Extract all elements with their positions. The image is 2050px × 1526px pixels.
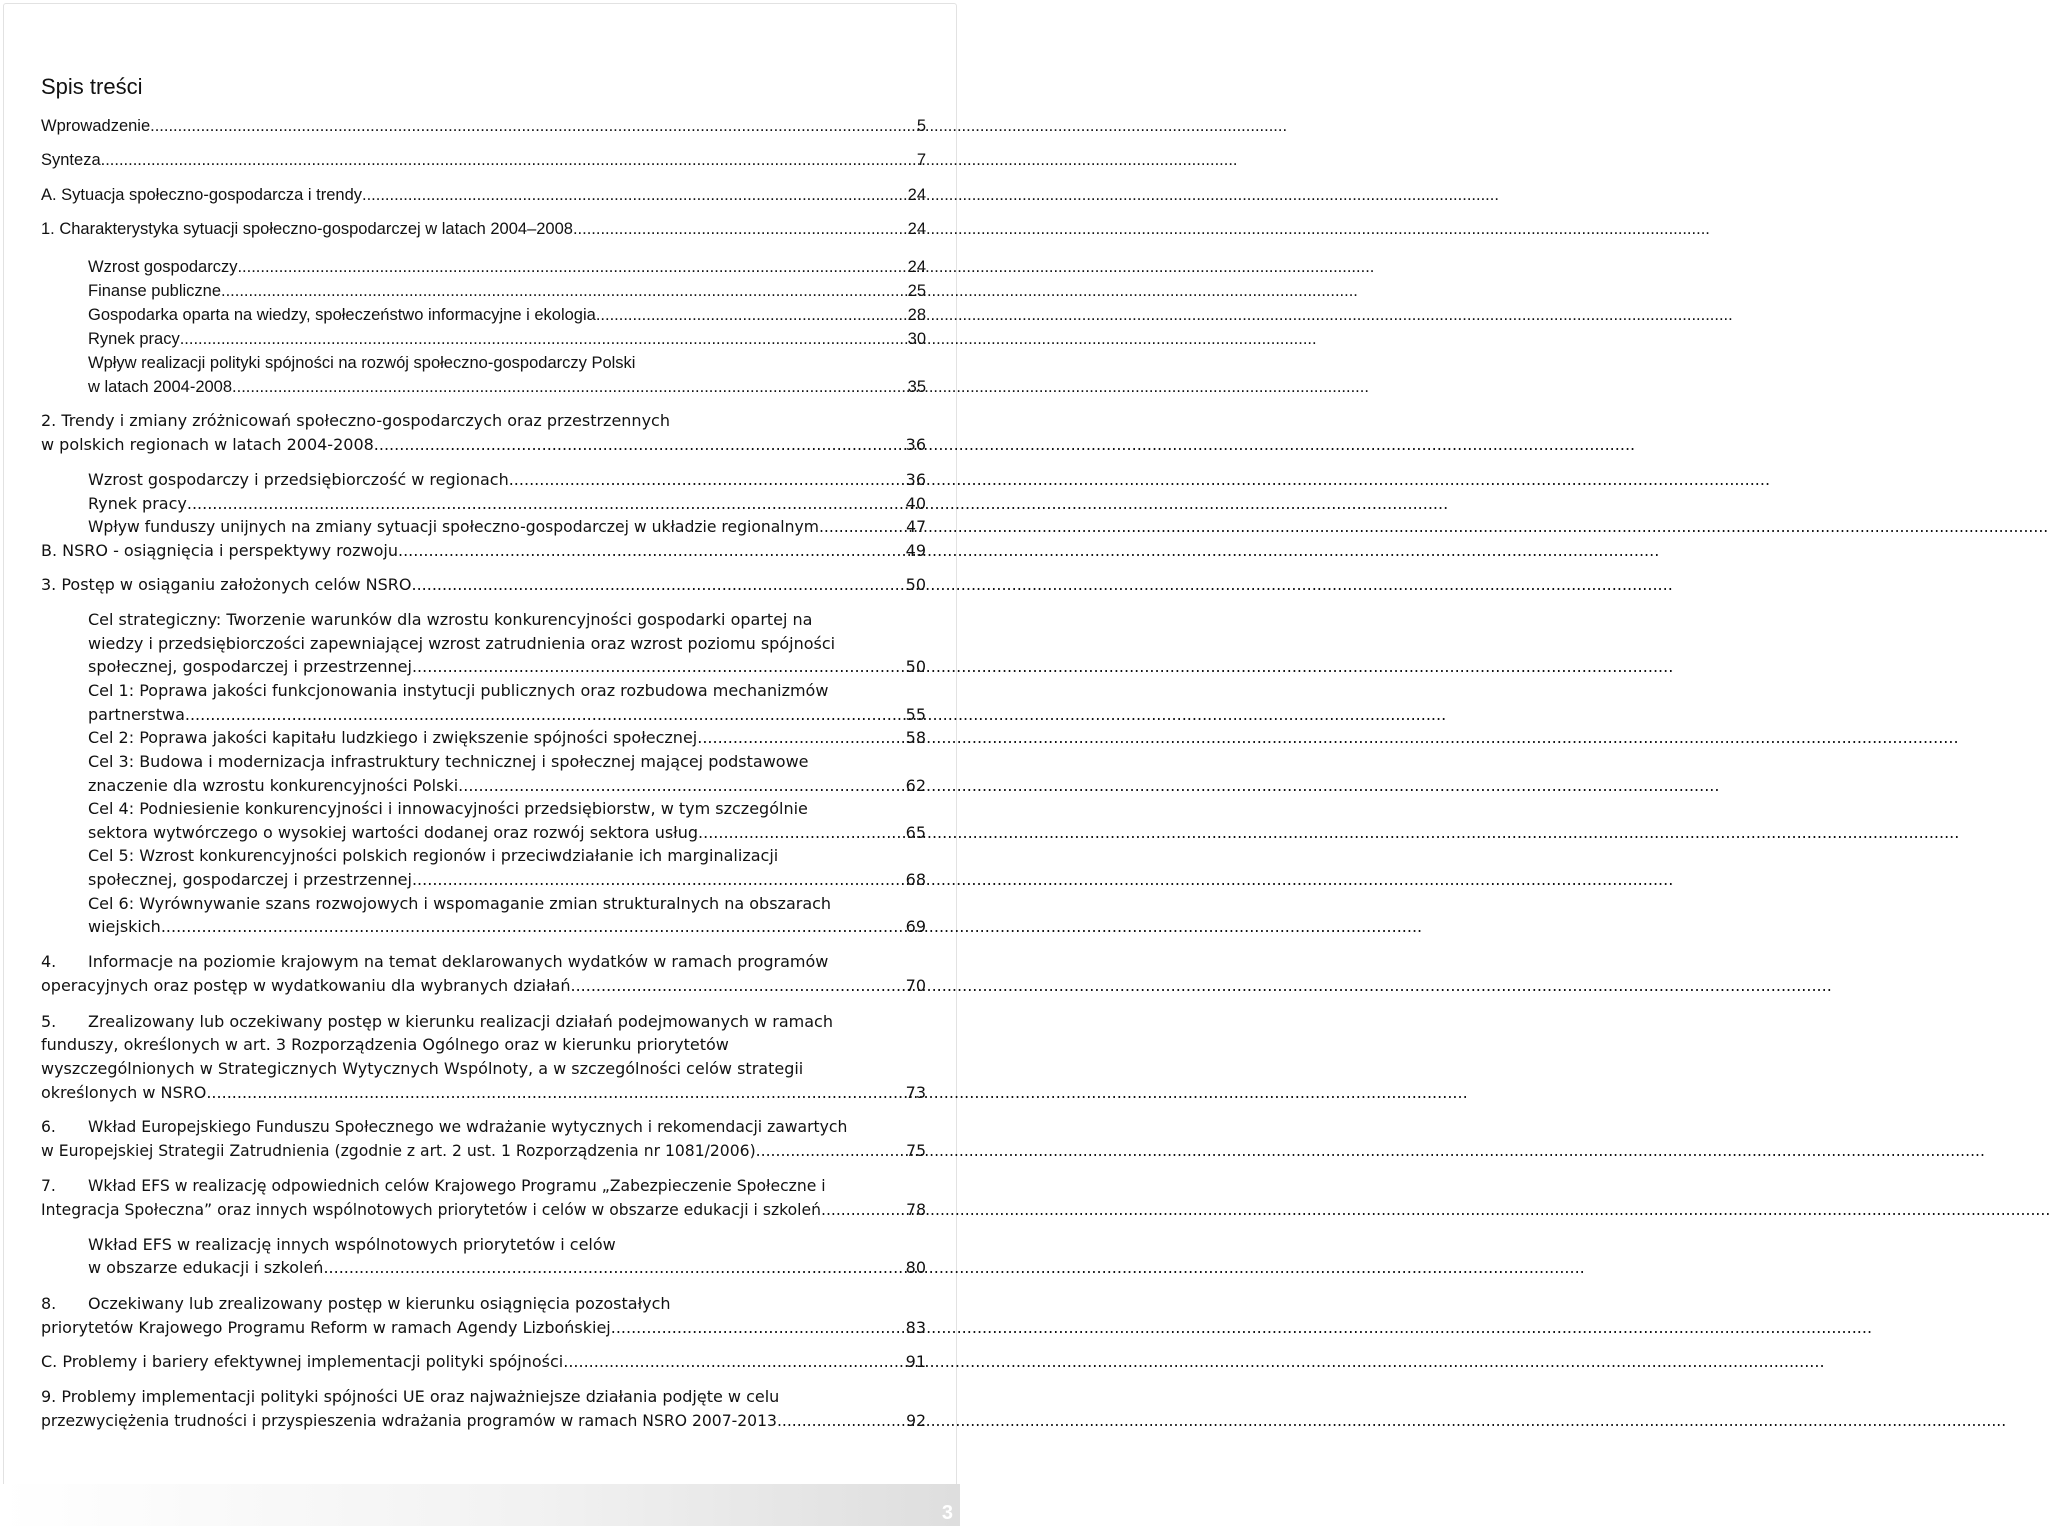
toc-entry[interactable]: w latach 2004-2008 ..... 35: [88, 376, 926, 400]
toc-entry[interactable]: priorytetów Krajowego Programu Reform w ramach Agendy Lizbońskiej ..... 83: [41, 1317, 926, 1341]
toc-entry[interactable]: Wzrost gospodarczy ..... 24: [88, 256, 926, 280]
toc-entry-line[interactable]: 9. Problemy implementacji polityki spójności UE oraz najważniejsze działania podjęte w celu: [41, 1387, 780, 1406]
toc-entry-line[interactable]: funduszy, określonych w art. 3 Rozporządzenia Ogólnego oraz w kierunku priorytetów: [41, 1035, 729, 1054]
toc-entry[interactable]: w Europejskiej Strategii Zatrudnienia (zgodnie z art. 2 ust. 1 Rozporządzenia nr 1081/2006) ..... 75: [41, 1140, 926, 1164]
toc-entry-line[interactable]: Cel 6: Wyrównywanie szans rozwojowych i wspomaganie zmian strukturalnych na obszarach: [88, 894, 832, 913]
toc-entry-line[interactable]: Wkład EFS w realizację innych wspólnotowych priorytetów i celów: [88, 1235, 616, 1254]
page-number: 3: [941, 1502, 954, 1524]
toc-entry[interactable]: Integracja Społeczna” oraz innych wspólnotowych priorytetów i celów w obszarze edukacji i szkoleń ..... 78: [41, 1199, 926, 1223]
toc-entry-line[interactable]: wyszczególnionych w Strategicznych Wytycznych Wspólnoty, a w szczególności celów strategii: [41, 1059, 804, 1078]
toc-entry[interactable]: Rynek pracy ..... 40: [88, 493, 926, 517]
toc-entry[interactable]: sektora wytwórczego o wysokiej wartości dodanej oraz rozwój sektora usług ..... 65: [88, 822, 926, 846]
toc-entry-line[interactable]: Cel 3: Budowa i modernizacja infrastruktury technicznej i społecznej mającej podstawowe: [88, 752, 809, 771]
toc-entry-line[interactable]: 5. Zrealizowany lub oczekiwany postęp w kierunku realizacji działań podejmowanych w ramach: [41, 1012, 833, 1031]
toc-entry[interactable]: C. Problemy i bariery efektywnej implementacji polityki spójności ..... 91: [41, 1351, 926, 1375]
toc-entry[interactable]: 1. Charakterystyka sytuacji społeczno-gospodarczej w latach 2004–2008 ..... 24: [41, 218, 926, 242]
toc-entry-line[interactable]: Cel 4: Podniesienie konkurencyjności i innowacyjności przedsiębiorstw, w tym szczególnie: [88, 799, 808, 818]
toc-title: Spis treści: [41, 74, 143, 99]
toc-entry[interactable]: Rynek pracy ..... 30: [88, 328, 926, 352]
footer-bar: [0, 1484, 960, 1526]
toc-entry-line[interactable]: 8. Oczekiwany lub zrealizowany postęp w kierunku osiągnięcia pozostałych: [41, 1294, 671, 1313]
toc-entry-line[interactable]: 7. Wkład EFS w realizację odpowiednich celów Krajowego Programu „Zabezpieczenie Społeczne i: [41, 1177, 826, 1195]
toc-entry-line[interactable]: wiedzy i przedsiębiorczości zapewniającej wzrost zatrudnienia oraz wzrost poziomu spójności: [88, 634, 836, 653]
toc-entry[interactable]: znaczenie dla wzrostu konkurencyjności Polski ..... 62: [88, 775, 926, 799]
toc-entry[interactable]: 3. Postęp w osiąganiu założonych celów NSRO ..... 50: [41, 574, 926, 598]
toc-entry-line[interactable]: 2. Trendy i zmiany zróżnicowań społeczno-gospodarczych oraz przestrzennych: [41, 411, 670, 430]
toc-entry[interactable]: w obszarze edukacji i szkoleń ..... 80: [88, 1257, 926, 1281]
toc-entry[interactable]: Wzrost gospodarczy i przedsiębiorczość w regionach ..... 36: [88, 469, 926, 493]
toc-entry[interactable]: Wprowadzenie ..... 5: [41, 115, 926, 139]
document-page: [0, 0, 960, 1526]
toc-entry-line[interactable]: 6. Wkład Europejskiego Funduszu Społecznego we wdrażanie wytycznych i rekomendacji zawartych: [41, 1118, 848, 1136]
toc-entry-line[interactable]: 4. Informacje na poziomie krajowym na temat deklarowanych wydatków w ramach programów: [41, 952, 829, 971]
toc-entry[interactable]: Synteza ..... 7: [41, 149, 926, 173]
toc-entry[interactable]: Gospodarka oparta na wiedzy, społeczeństwo informacyjne i ekologia ..... 28: [88, 304, 926, 328]
toc-entry-line[interactable]: Cel strategiczny: Tworzenie warunków dla wzrostu konkurencyjności gospodarki opartej na: [88, 610, 813, 629]
toc-entry[interactable]: w polskich regionach w latach 2004-2008 ..... 36: [41, 434, 926, 458]
toc-entry[interactable]: społecznej, gospodarczej i przestrzennej ..... 68: [88, 869, 926, 893]
toc-entry[interactable]: przezwyciężenia trudności i przyspieszenia wdrażania programów w ramach NSRO 2007-2013 ..... 92: [41, 1410, 926, 1434]
toc-entry[interactable]: Finanse publiczne ..... 25: [88, 280, 926, 304]
toc-entry[interactable]: wiejskich ..... 69: [88, 916, 926, 940]
toc-entry-line[interactable]: Cel 1: Poprawa jakości funkcjonowania instytucji publicznych oraz rozbudowa mechanizmów: [88, 681, 829, 700]
toc-entry-line[interactable]: Wpływ realizacji polityki spójności na rozwój społeczno-gospodarczy Polski: [88, 354, 636, 372]
toc-entry[interactable]: społecznej, gospodarczej i przestrzennej ..... 50: [88, 656, 926, 680]
toc-entry[interactable]: Cel 2: Poprawa jakości kapitału ludzkiego i zwiększenie spójności społecznej ..... 58: [88, 727, 926, 751]
toc-entry[interactable]: A. Sytuacja społeczno-gospodarcza i trendy ..... 24: [41, 184, 926, 208]
toc-entry[interactable]: operacyjnych oraz postęp w wydatkowaniu dla wybranych działań ..... 70: [41, 975, 926, 999]
toc-entry[interactable]: określonych w NSRO ..... 73: [41, 1082, 926, 1106]
toc-entry-line[interactable]: Cel 5: Wzrost konkurencyjności polskich regionów i przeciwdziałanie ich marginalizacji: [88, 846, 779, 865]
toc-entry[interactable]: B. NSRO - osiągnięcia i perspektywy rozwoju ..... 49: [41, 540, 926, 564]
toc-entry[interactable]: partnerstwa ..... 55: [88, 704, 926, 728]
toc-entry[interactable]: Wpływ funduszy unijnych na zmiany sytuacji społeczno-gospodarczej w układzie regionalnym ..... 47: [88, 516, 926, 540]
